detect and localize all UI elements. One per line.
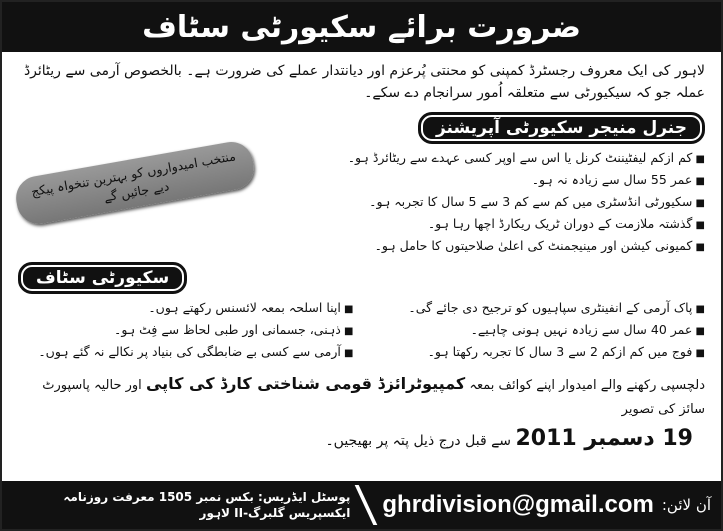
gm-main [265,108,705,258]
deadline-date: 19 دسمبر 2011 [515,426,693,451]
salary-ribbon: منتخب امیدواروں کو بہترین تنخواہ پیکج دیے جائیں گے [13,139,258,228]
list-item: ■ فوج میں کم ازکم 2 سے 3 سال کا تجربہ رکھتا ہو۔ [370,342,706,364]
apply-post: اور حالیہ پاسپورٹ سائز کی تصویر [42,378,705,417]
footer-bar [2,481,721,529]
email-link[interactable]: ghrdivision@gmail.com [382,491,654,518]
staff-requirements-right [370,298,706,364]
list-item: ■ سکیورٹی انڈسٹری میں کم سے کم 3 سے 5 سال کا تجربہ ہو۔ [265,192,705,214]
staff-requirements-left [18,298,354,364]
online-contact [382,491,711,519]
list-item: ■ گذشتہ ملازمت کے دوران ٹریک ریکارڈ اچھا رہا ہو۔ [265,214,705,236]
list-item: ■ آرمی سے کسی بے ضابطگی کی بنیاد پر نکالے نہ گئے ہوں۔ [18,342,354,364]
ribbon-area [15,108,255,258]
section-header-staff: سکیورٹی سٹاف [18,262,187,294]
section-gm [18,108,705,258]
list-item: ■ کم ازکم لیفٹیننٹ کرنل یا اس سے اوپر کسی عہدے سے ریٹائرڈ ہو۔ [265,148,705,170]
postal-address: پوسٹل ایڈریس: بکس نمبر 1505 معرفت روزنامہ ایکسپریس گلبرگ-II لاہور [63,490,351,520]
title-banner [2,2,721,52]
list-item: ■ پاک آرمی کے انفینٹری سپاہیوں کو ترجیح دی جائے گی۔ [370,298,706,320]
online-label: آن لائن: [661,496,711,514]
deadline [18,424,693,456]
list-item: ■ ذہنی، جسمانی اور طبی لحاظ سے فِٹ ہو۔ [18,320,354,342]
apply-pre: دلچسپی رکھنے والے امیدوار اپنے کوائف بمعہ [469,378,705,393]
page-title: ضرورت برائے سکیورٹی سٹاف [142,9,581,45]
apply-instructions [18,372,705,422]
list-item: ■ اپنا اسلحہ بمعہ لائسنس رکھتے ہوں۔ [18,298,354,320]
section-staff [18,258,705,364]
apply-cnic: کمپیوٹرائزڈ قومی شناختی کارڈ کی کاپی [145,374,466,393]
list-item: ■ عمر 40 سال سے زیادہ نہیں ہونی چاہیے۔ [370,320,706,342]
list-item: ■ عمر 55 سال سے زیادہ نہ ہو۔ [265,170,705,192]
section-header-gm: جنرل منیجر سکیورٹی آپریشنز [418,112,705,144]
deadline-text: سے قبل درج ذیل پتہ پر بھیجیں۔ [325,433,512,449]
divider [355,485,378,525]
list-item: ■ کمیونی کیشن اور مینیجمنٹ کی اعلیٰ صلاحیتوں کا حامل ہو۔ [265,236,705,258]
staff-columns [18,298,705,364]
intro-text: لاہور کی ایک معروف رجسٹرڈ کمپنی کو محنتی پُرعزم اور دیانتدار عملے کی ضرورت ہے۔ بالخصوص آرمی سے ریٹائرڈ عملہ جو کہ سیکیورٹی سے متعلقہ اُمور سرانجام دے سکے۔ [23,63,705,101]
gm-requirements [265,148,705,258]
